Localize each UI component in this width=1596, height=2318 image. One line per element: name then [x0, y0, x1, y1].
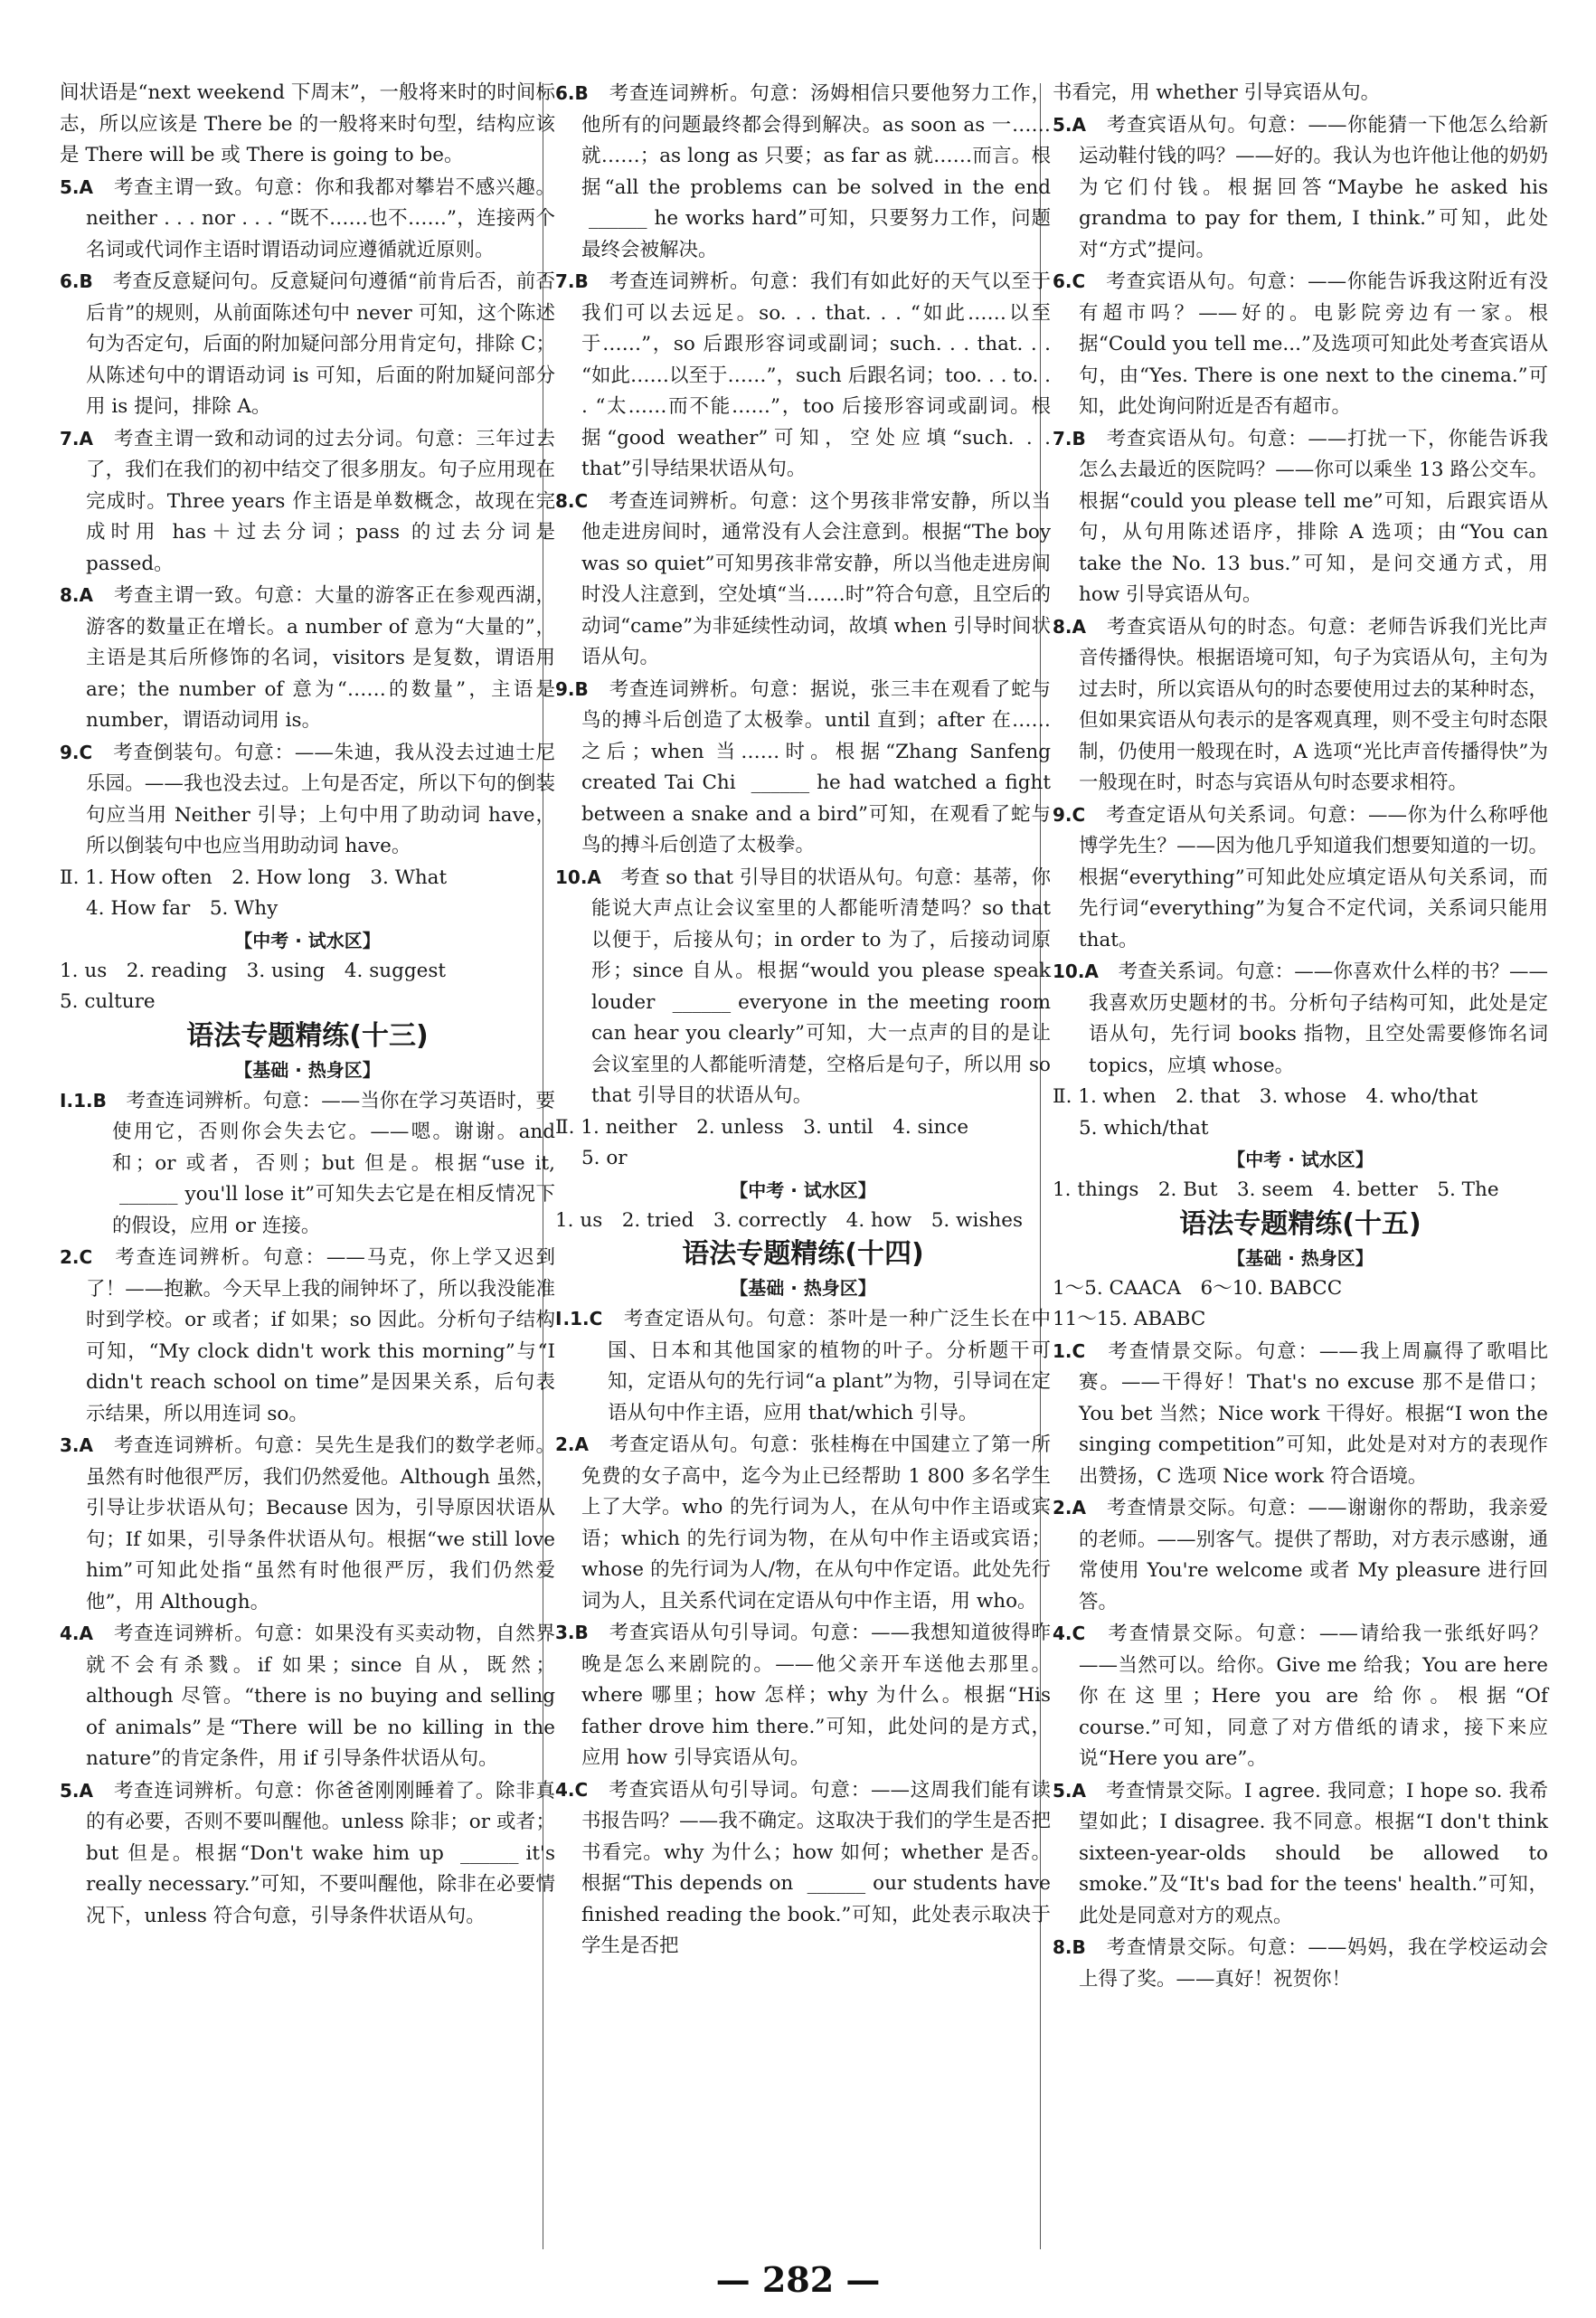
- answer-text: 考查情景交际。I agree. 我同意；I hope so. 我希望如此；I disagree. 我不同意。根据“I don't think sixteen-year-olds should be allowed to smoke.”及“It's bad for the teens' health.”可知，此处是同意对方的观点。: [1079, 1779, 1548, 1927]
- page-number: — 282 —: [715, 2259, 881, 2300]
- answer-label: 9.C: [1053, 803, 1086, 826]
- answer-label: Ⅰ.1.C: [555, 1308, 603, 1329]
- answer-label: 2.C: [60, 1246, 93, 1268]
- answer-label: 6.B: [60, 270, 93, 292]
- answer-text: 考查关系词。句意：——你喜欢什么样的书？——我喜欢历史题材的书。分析句子结构可知，此处是定语从句，先行词 books 指物，且空处需要修饰名词 topics，应填 whose。: [1089, 960, 1548, 1077]
- answer-item-3: [555, 1617, 1051, 1774]
- answer-text: 考查连词辨析。句意：据说，张三丰在观看了蛇与鸟的搏斗后创造了太极拳。until 直到；after 在……之后；when 当……时。根据“Zhang Sanfeng created Tai Chi: [581, 677, 1051, 794]
- answer-text: 考查连词辨析。句意：如果没有买卖动物，自然界就不会有杀戮。if 如果；since 自从，既然；although 尽管。“there is no buying and selling of animals”是“There will be no killing in the nature”的肯定条件，用 if 引导条件状语从句。: [86, 1623, 555, 1770]
- answer-text: he works hard”可知，只要努力工作，问题最终会被解决。: [581, 207, 1051, 261]
- answer-text: 考查主谓一致和动词的过去分词。句意：三年过去了，我们在我们的初中结交了很多朋友。句子应用现在完成时。Three years 作主语是单数概念，故现在完成时用 has＋过去分词；pass 的过去分词是 passed。: [86, 427, 555, 575]
- answer-label: 5.A: [60, 1779, 93, 1802]
- answer-label: 4.C: [1053, 1623, 1086, 1644]
- section-2-answers: Ⅱ. 1. when 2. that 3. whose 4. who/that: [1053, 1085, 1478, 1108]
- answer-text: 考查宾语从句引导词。句意：——我想知道彼得昨晚是怎么来剧院的。——他父亲开车送他去那里。where 哪里；how 怎样；why 为什么。根据“His father drove him there.”可知，此处问的是方式，应用 how 引导宾语从句。: [581, 1622, 1051, 1769]
- zhongkao-answers: 1. us 2. reading 3. using 4. suggest: [60, 959, 447, 982]
- answer-text: 考查情景交际。句意：——妈妈，我在学校运动会上得了奖。——真好！祝贺你！: [1079, 1936, 1548, 1991]
- answer-item-6: [60, 266, 555, 423]
- answer-keys-row: 11～15. ABABC: [1053, 1308, 1206, 1330]
- zhongkao-answers-cont: 5. culture: [60, 990, 156, 1013]
- answer-text: 考查定语从句。句意：张桂梅在中国建立了第一所免费的女子高中，迄今为止已经帮助 1 800 多名学生上了大学。who 的先行词为人，在从句中作主语或宾语；which 的先行词为物，在从句中作主语或宾语；whose 的先行词为人/物，在从句中作定语。此处先行词为人，且关系代词在定语从句中作主语，用 who。: [581, 1433, 1051, 1613]
- answer-label: 9.B: [555, 677, 589, 700]
- fill-blank: ______: [672, 990, 732, 1014]
- fill-blank: ______: [751, 771, 810, 794]
- answer-text: 考查连词辨析。句意：吴先生是我们的数学老师。虽然有时他很严厉，我们仍然爱他。Although 虽然，引导让步状语从句；Because 因为，引导原因状语从句；If 如果，引导条件状语从句。根据“we still love him”可知此处指“虽然有时他很严厉，我们仍然爱他”，用 Although。: [86, 1434, 555, 1613]
- answer-text: 考查宾语从句。句意：——打扰一下，你能告诉我怎么去最近的医院吗？——你可以乘坐 13 路公交车。根据“could you please tell me”可知，后跟宾语从句，从句用陈述语序，排除 A 选项；由“You can take the No. 13 bus.”可知，是问交通方式，用 how 引导宾语从句。: [1079, 427, 1548, 606]
- answer-item-1: [555, 1303, 1051, 1429]
- answer-label: 10.A: [555, 866, 601, 888]
- answer-item-8: [555, 486, 1051, 674]
- section-title-14: 语法专题精练(十四): [682, 1238, 924, 1270]
- zhongkao-answers: 1. things 2. But 3. seem 4. better 5. The: [1053, 1178, 1499, 1201]
- answer-label: 7.A: [60, 427, 93, 449]
- answer-text: 考查情景交际。句意：——谢谢你的帮助，我亲爱的老师。——别客气。提供了帮助，对方表示感谢，通常使用 You're welcome 或者 My pleasure 进行回答。: [1079, 1497, 1548, 1613]
- column-left: [60, 78, 555, 1932]
- answer-text: 考查连词辨析。句意：你爸爸刚刚睡着了。除非真的有必要，否则不要叫醒他。unless 除非；or 或者；but 但是。根据“Don't wake him up: [86, 1779, 555, 1865]
- answer-text: he had watched a fight between a snake and a bird”可知，在观看了蛇与鸟的搏斗后创造了太极拳。: [581, 771, 1051, 856]
- warmup-label: 【基础 · 热身区】: [234, 1058, 381, 1081]
- column-right: [1053, 78, 1548, 1995]
- answer-text: 考查宾语从句。句意：——你能猜一下他怎么给新运动鞋付钱的吗？——好的。我认为也许他让他的奶奶为它们付钱。根据回答“Maybe he asked his grandma to pay for them, I think.”可知，此处对“方式”提问。: [1079, 113, 1548, 261]
- answer-item-1: [60, 1085, 555, 1243]
- continued-text: 书看完，用 whether 引导宾语从句。: [1053, 81, 1381, 104]
- warmup-label: 【基础 · 热身区】: [730, 1277, 876, 1299]
- answer-text: 考查宾语从句。句意：——你能告诉我这附近有没有超市吗？——好的。电影院旁边有一家。根据“Could you tell me...”及选项可知此处考查宾语从句，由“Yes. There is one next to the cinema.”可知，此处询问附近是否有超市。: [1079, 270, 1548, 418]
- answer-item-10: [555, 862, 1051, 1112]
- answer-item-4: [555, 1774, 1051, 1963]
- answer-label: 5.A: [1053, 113, 1086, 136]
- answer-label: 1.C: [1053, 1339, 1086, 1362]
- zhongkao-answers: 1. us 2. tried 3. correctly 4. how 5. wishes: [555, 1208, 1023, 1232]
- answer-label: 6.B: [555, 82, 589, 104]
- answer-text: 考查情景交际。句意：——我上周赢得了歌唱比赛。——干得好！That's no excuse 那不是借口；You bet 当然；Nice work 干得好。根据“I won the singing competition”可知，此处是对对方的表现作出赞扬，C 选项 Nice work 符合语境。: [1079, 1339, 1548, 1488]
- answer-text: 考查连词辨析。句意：我们有如此好的天气以至于我们可以去远足。so. . . that. . . “如此……以至于……”，so 后跟形容词或副词；such. . . that. . . “如此……以至于……”，such 后跟名词；too. . . to. . . “太……而不能……”，too 后接形容词或副词。根据“good weather”可知，空处应填“such. . . that”引导结果状语从句。: [581, 270, 1051, 480]
- answer-label: 7.B: [555, 270, 589, 292]
- answer-label: 9.C: [60, 741, 93, 763]
- answer-text: 考查连词辨析。句意：——马克，你上学又迟到了！——抱歉。今天早上我的闹钟坏了，所以我没能准时到学校。or 或者；if 如果；so 因此。分析句子结构可知，“My clock didn't work this morning”与“I didn't reach school on time”是因果关系，后句表示结果，所以用连词 so。: [86, 1246, 555, 1425]
- answer-label: 3.B: [555, 1622, 589, 1643]
- section-2-answers: Ⅱ. 1. neither 2. unless 3. until 4. since: [555, 1115, 969, 1139]
- answer-text: our students have finished reading the book.”可知，此处表示取决于学生是否把: [581, 1872, 1051, 1957]
- answer-label: 6.C: [1053, 270, 1086, 292]
- answer-text: 考查定语从句。句意：茶叶是一种广泛生长在中国、日本和其他国家的植物的叶子。分析题干可知，定语从句的先行词“a plant”为物，引导词在定语从句中作主语，应用 that/which 引导。: [608, 1308, 1051, 1424]
- answer-text: 考查反意疑问句。反意疑问句遵循“前肯后否，前否后肯”的规则，从前面陈述句中 never 可知，这个陈述句为否定句，后面的附加疑问部分用肯定句，排除 C；从陈述句中的谓语动词 is 可知，后面的附加疑问部分用 is 提问，排除 A。: [86, 270, 555, 418]
- answer-item-3: [60, 1430, 555, 1618]
- section-2-answers: Ⅱ. 1. How often 2. How long 3. What: [60, 866, 448, 889]
- answer-text: 考查连词辨析。句意：——当你在学习英语时，要使用它，否则你会失去它。——嗯。谢谢。and 和；or 或者，否则；but 但是。根据“use it,: [112, 1089, 555, 1175]
- answer-text: 考查定语从句关系词。句意：——你为什么称呼他博学先生？——因为他几乎知道我们想要知道的一切。根据“everything”可知此处应填定语从句关系词，而先行词“everything”为复合不定代词，关系词只能用 that。: [1079, 803, 1548, 951]
- answer-text: 考查宾语从句的时态。句意：老师告诉我们光比声音传播得快。根据语境可知，句子为宾语从句，主句为过去时，所以宾语从句的时态要使用过去的某种时态，但如果宾语从句表示的是客观真理，则不受主句时态限制，仍使用一般现在时，A 选项“光比声音传播得快”为一般现在时，时态与宾语从句时态要求相符。: [1079, 615, 1548, 794]
- answer-text: 考查连词辨析。句意：汤姆相信只要他努力工作，他所有的问题最终都会得到解决。as soon as 一……就……；as long as 只要；as far as 就……而言。根据“all the problems can be solved in the end: [581, 82, 1051, 199]
- answer-label: 2.A: [1053, 1497, 1086, 1519]
- answer-item-4: [60, 1618, 555, 1775]
- answer-text: 考查连词辨析。句意：这个男孩非常安静，所以当他走进房间时，通常没有人会注意到。根据“The boy was so quiet”可知男孩非常安静，所以当他走进房间时没人注意到，空处填“当……时”符合句意，且空后的动词“came”为非延续性动词，故填 when 引导时间状语从句。: [581, 489, 1051, 668]
- answer-item-9: [60, 737, 555, 863]
- answer-item-5: [1053, 1775, 1548, 1933]
- answer-label: 7.B: [1053, 427, 1086, 449]
- answer-item-10: [1053, 956, 1548, 1082]
- answer-item-2: [555, 1429, 1051, 1617]
- section-title-15: 语法专题精练(十五): [1179, 1207, 1421, 1240]
- answer-item-5: [1053, 109, 1548, 267]
- answer-label: 8.C: [555, 489, 589, 512]
- answer-keys-row: 1～5. CAACA 6～10. BABCC: [1053, 1276, 1343, 1300]
- answer-label: 8.A: [1053, 615, 1086, 638]
- section-title-13: 语法专题精练(十三): [186, 1019, 429, 1052]
- answer-item-6: [1053, 266, 1548, 423]
- continued-text: 间状语是“next weekend 下周末”，一般将来时的时间标志，所以应该是 There be 的一般将来时句型，结构应该是 There will be 或 There is going to be。: [60, 81, 555, 166]
- answer-label: 10.A: [1053, 960, 1099, 982]
- answer-label: Ⅰ.1.B: [60, 1089, 107, 1112]
- answer-item-1: [1053, 1336, 1548, 1493]
- zhongkao-label: 【中考 · 试水区】: [1227, 1149, 1374, 1170]
- answer-text: 考查主谓一致。句意：你和我都对攀岩不感兴趣。neither . . . nor . . . “既不……也不……”，连接两个名词或代词作主语时谓语动词应遵循就近原则。: [86, 175, 555, 261]
- answer-label: 4.C: [555, 1778, 589, 1801]
- answer-item-6: [555, 78, 1051, 266]
- answer-label: 8.B: [1053, 1936, 1086, 1958]
- answer-text: 考查主谓一致。句意：大量的游客正在参观西湖，游客的数量正在增长。a number of 意为“大量的”，主语是其后所修饰的名词，visitors 是复数，谓语用 are；the number of 意为“……的数量”，主语是 number，谓语动词用 is。: [86, 584, 555, 732]
- section-2-answers-cont: 5. or: [581, 1147, 628, 1169]
- answer-item-2: [1053, 1492, 1548, 1618]
- answer-item-2: [60, 1242, 555, 1430]
- section-2-answers-cont: 4. How far 5. Why: [86, 897, 279, 920]
- answer-text: 考查情景交际。句意：——请给我一张纸好吗？——当然可以。给你。Give me 给我；You are here 你在这里；Here you are 给你。根据“Of course.”可知，同意了对方借纸的请求，接下来应说“Here you are”。: [1079, 1623, 1548, 1770]
- answer-item-5: [60, 1775, 555, 1933]
- answer-text: 考查 so that 引导目的状语从句。句意：基蒂，你能说大声点让会议室里的人都能听清楚吗？so that 以便于，后接从句；in order to 为了，后接动词原形；since 自从。根据“would you please speak louder: [591, 866, 1051, 1014]
- column-middle: [555, 78, 1051, 1963]
- fill-blank: ______: [460, 1841, 519, 1865]
- answer-text: 考查倒装句。句意：——朱迪，我从没去过迪士尼乐园。——我也没去过。上句是否定，所以下句的倒装句应当用 Neither 引导；上句中用了助动词 have，所以倒装句中也应当用助动词 have。: [86, 741, 555, 857]
- answer-text: 考查宾语从句引导词。句意：——这周我们能有读书报告吗？——我不确定。这取决于我们的学生是否把书看完。why 为什么；how 如何；whether 是否。根据“This depends on: [581, 1778, 1051, 1895]
- answer-item-8: [1053, 611, 1548, 799]
- answer-label: 5.A: [1053, 1779, 1086, 1802]
- answer-label: 4.A: [60, 1623, 93, 1644]
- fill-blank: ______: [807, 1872, 866, 1895]
- answer-label: 3.A: [60, 1434, 93, 1456]
- answer-text: everyone in the meeting room can hear you clearly”可知，大一点声的目的是让会议室里的人都能听清楚，空格后是句子，所以用 so that 引导目的状语从句。: [591, 990, 1051, 1107]
- zhongkao-label: 【中考 · 试水区】: [234, 929, 381, 951]
- answer-text: it's really necessary.”可知，不要叫醒他，除非在必要情况下，unless 符合句意，引导条件状语从句。: [86, 1841, 555, 1927]
- warmup-label: 【基础 · 热身区】: [1227, 1246, 1374, 1269]
- fill-blank: ______: [589, 207, 647, 230]
- answer-item-9: [1053, 799, 1548, 957]
- answer-item-9: [555, 674, 1051, 862]
- answer-item-4: [1053, 1618, 1548, 1775]
- answer-item-7: [60, 423, 555, 581]
- section-2-answers-cont: 5. which/that: [1079, 1116, 1209, 1140]
- answer-label: 8.A: [60, 584, 93, 606]
- answer-text: you'll lose it”可知失去它是在相反情况下的假设，应用 or 连接。: [112, 1183, 555, 1237]
- answer-item-8: [1053, 1932, 1548, 1995]
- answer-label: 2.A: [555, 1433, 589, 1455]
- zhongkao-label: 【中考 · 试水区】: [730, 1178, 876, 1201]
- answer-item-5: [60, 172, 555, 267]
- answer-item-7: [555, 266, 1051, 486]
- answer-item-8: [60, 580, 555, 737]
- answer-item-7: [1053, 423, 1548, 611]
- answer-label: 5.A: [60, 175, 93, 198]
- fill-blank: ______: [119, 1183, 178, 1206]
